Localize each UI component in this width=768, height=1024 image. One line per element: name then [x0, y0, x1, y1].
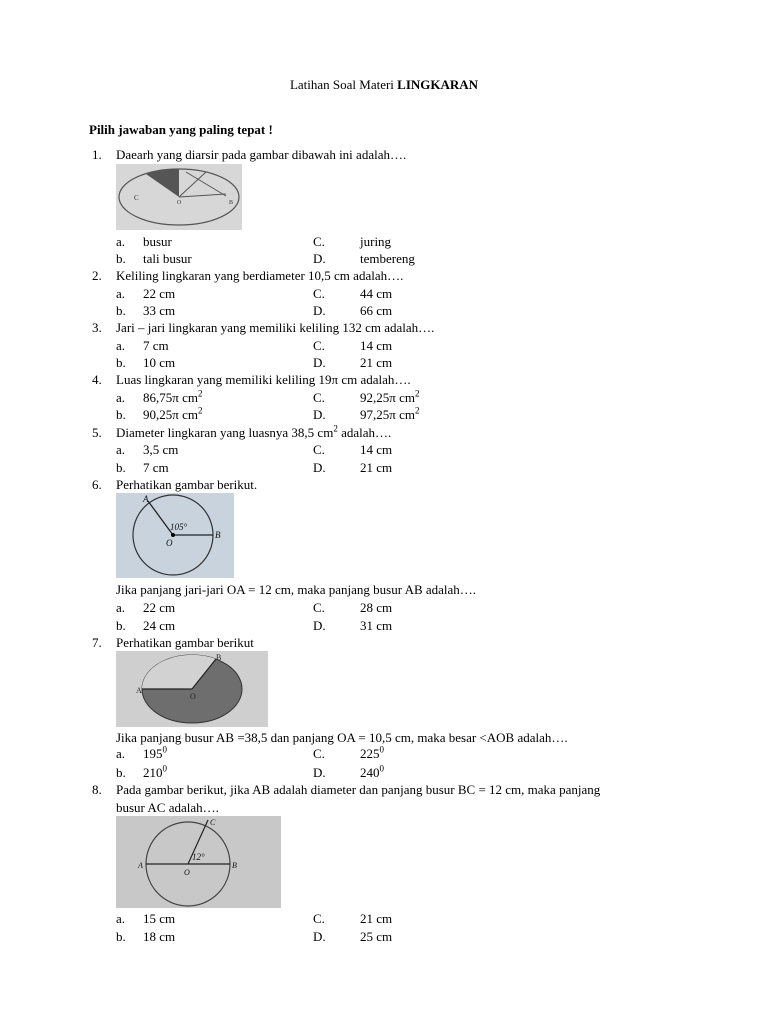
- option-label: D.: [313, 355, 326, 370]
- option-label: D.: [313, 618, 326, 633]
- option-text: 3,5 cm: [143, 442, 179, 457]
- question-text: Daearh yang diarsir pada gambar dibawah ini adalah….: [116, 147, 407, 162]
- option-text: 21 cm: [360, 355, 393, 370]
- option-text: 86,75π $cm^2$: [143, 388, 203, 405]
- option-label: C.: [313, 390, 325, 405]
- option-label: D.: [313, 407, 326, 422]
- fig7-label-a: A: [136, 686, 142, 695]
- fig1-label-c: C: [134, 194, 139, 202]
- question-text: Diameter lingkaran yang luasnya 38,5 $cm^2$ adalah….: [116, 423, 392, 440]
- figure-circle-105: [116, 493, 234, 578]
- option-text: 44 cm: [360, 286, 393, 301]
- fig8-label-b: B: [232, 861, 237, 870]
- fig1-label-o: O: [177, 200, 182, 206]
- option-text: 90,25π $cm^2$: [143, 405, 203, 422]
- option-label: C.: [313, 442, 325, 457]
- option-text: 24 cm: [143, 618, 176, 633]
- option-text: 10 cm: [143, 355, 176, 370]
- question-number: 8.: [92, 782, 102, 797]
- option-text: $225^0$: [360, 744, 384, 761]
- option-text: 7 cm: [143, 338, 169, 353]
- option-label: a.: [116, 442, 126, 457]
- question-text: Jari – jari lingkaran yang memiliki keliling 132 cm adalah….: [116, 320, 435, 335]
- question-text: Luas lingkaran yang memiliki keliling 19π cm adalah….: [116, 372, 411, 387]
- option-text: 15 cm: [143, 911, 176, 926]
- option-label: b.: [116, 929, 126, 944]
- page-title: Latihan Soal Materi LINGKARAN: [289, 77, 479, 92]
- option-text: tali busur: [143, 251, 192, 266]
- option-label: C.: [313, 234, 325, 249]
- option-label: b.: [116, 765, 126, 780]
- option-label: D.: [313, 765, 326, 780]
- option-label: C.: [313, 286, 325, 301]
- fig8-angle: 12°: [192, 852, 205, 862]
- fig8-label-o: O: [184, 868, 190, 877]
- figure-circle-diameter: [116, 816, 281, 908]
- option-label: D.: [313, 251, 326, 266]
- option-label: C.: [313, 911, 325, 926]
- option-label: b.: [116, 355, 126, 370]
- option-label: b.: [116, 618, 126, 633]
- option-label: D.: [313, 929, 326, 944]
- option-text: juring: [360, 234, 392, 249]
- option-text: $210^0$: [143, 763, 167, 780]
- option-text: 25 cm: [360, 929, 393, 944]
- option-text: 7 cm: [143, 460, 169, 475]
- figure-circle-sector: [116, 651, 268, 727]
- option-label: C.: [313, 338, 325, 353]
- option-label: D.: [313, 303, 326, 318]
- question-text: Perhatikan gambar berikut.: [116, 477, 258, 492]
- option-text: 33 cm: [143, 303, 176, 318]
- option-text: 31 cm: [360, 618, 393, 633]
- question-number: 5.: [92, 425, 102, 440]
- option-text: tembereng: [360, 251, 415, 266]
- question-followup: Jika panjang busur AB =38,5 dan panjang OA = 10,5 cm, maka besar <AOB adalah….: [116, 730, 568, 745]
- option-label: a.: [116, 600, 126, 615]
- option-label: b.: [116, 251, 126, 266]
- question-number: 3.: [92, 320, 102, 335]
- instruction: Pilih jawaban yang paling tepat !: [89, 122, 273, 137]
- option-label: b.: [116, 407, 126, 422]
- option-label: D.: [313, 460, 326, 475]
- question-number: 6.: [92, 477, 102, 492]
- fig6-label-o: O: [166, 538, 173, 548]
- option-text: 28 cm: [360, 600, 393, 615]
- option-label: C.: [313, 600, 325, 615]
- option-text: 14 cm: [360, 338, 393, 353]
- option-label: b.: [116, 303, 126, 318]
- option-label: C.: [313, 746, 325, 761]
- option-text: 92,25π $cm^2$: [360, 388, 420, 405]
- fig8-label-a: A: [138, 861, 143, 870]
- option-text: $195^0$: [143, 744, 167, 761]
- fig1-label-b: B: [229, 200, 234, 206]
- question-number: 1.: [92, 147, 102, 162]
- option-label: a.: [116, 390, 126, 405]
- figure-shaded-circle: [116, 164, 242, 230]
- option-text: 22 cm: [143, 286, 176, 301]
- option-text: 22 cm: [143, 600, 176, 615]
- option-text: 14 cm: [360, 442, 393, 457]
- option-text: 66 cm: [360, 303, 393, 318]
- question-text-cont: busur AC adalah….: [116, 800, 219, 815]
- question-number: 4.: [92, 372, 102, 387]
- fig7-label-o: O: [190, 692, 196, 701]
- question-number: 7.: [92, 635, 102, 650]
- fig6-label-b: B: [215, 530, 221, 540]
- question-text: Perhatikan gambar berikut: [116, 635, 254, 650]
- option-label: a.: [116, 338, 126, 353]
- fig8-label-c: C: [210, 818, 216, 827]
- option-label: a.: [116, 286, 126, 301]
- option-label: a.: [116, 911, 126, 926]
- option-text: 18 cm: [143, 929, 176, 944]
- fig7-label-b: B: [216, 653, 222, 662]
- option-text: 21 cm: [360, 911, 393, 926]
- question-number: 2.: [92, 268, 102, 283]
- option-text: busur: [143, 234, 172, 249]
- option-text: 21 cm: [360, 460, 393, 475]
- option-label: a.: [116, 746, 126, 761]
- question-followup: Jika panjang jari-jari OA = 12 cm, maka panjang busur AB adalah….: [116, 582, 477, 597]
- option-text: $240^0$: [360, 763, 384, 780]
- fig6-label-a: A: [143, 494, 149, 504]
- option-label: b.: [116, 460, 126, 475]
- question-text: Pada gambar berikut, jika AB adalah diameter dan panjang busur BC = 12 cm, maka panjang: [116, 782, 601, 797]
- question-text: Keliling lingkaran yang berdiameter 10,5 cm adalah….: [116, 268, 404, 283]
- option-text: 97,25π $cm^2$: [360, 405, 420, 422]
- fig6-angle: 105°: [170, 522, 188, 532]
- option-label: a.: [116, 234, 126, 249]
